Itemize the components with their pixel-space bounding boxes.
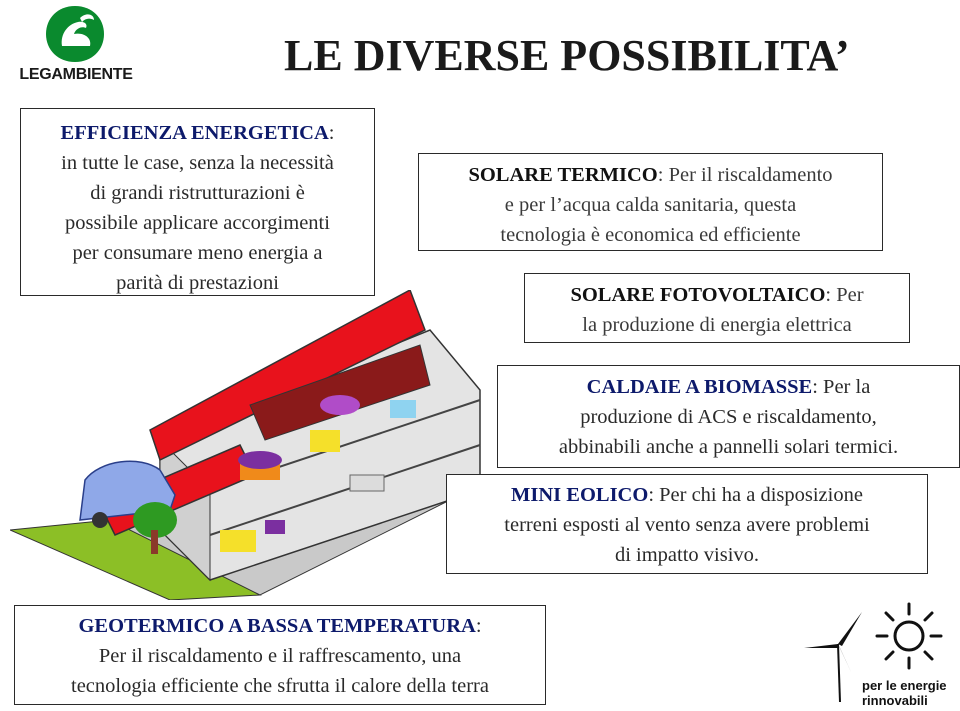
efficienza-line: in tutte le case, senza la necessità — [61, 152, 334, 174]
legambiente-logo — [6, 4, 146, 88]
solare-termico-line: e per l’acqua calda sanitaria, questa — [504, 194, 797, 216]
efficienza-line: per consumare meno energia a — [72, 242, 323, 264]
eolico-keyword: MINI EOLICO — [511, 484, 649, 506]
biomasse-line: abbinabili anche a pannelli solari termici. — [558, 436, 899, 458]
legambiente-wordmark: LEGAMBIENTE — [19, 66, 133, 83]
geotermico-line: Per il riscaldamento e il raffrescamento, una — [98, 645, 462, 667]
solare-termico-box — [418, 153, 883, 251]
eolico-line: terreni esposti al vento senza avere problemi — [504, 514, 870, 536]
fotovoltaico-keyword: SOLARE FOTOVOLTAICO — [570, 284, 826, 306]
wind-turbine-icon — [800, 604, 870, 704]
efficienza-line: parità di prestazioni — [116, 272, 279, 294]
eolico-line: di impatto visivo. — [614, 544, 760, 566]
fotovoltaico-box — [524, 273, 910, 343]
biomasse-line: produzione di ACS e riscaldamento, — [580, 406, 877, 428]
efficienza-energetica-box — [20, 108, 375, 296]
efficienza-line: di grandi ristrutturazioni è — [90, 182, 305, 204]
mini-eolico-box — [446, 474, 928, 574]
efficienza-heading: EFFICIENZA ENERGETICA: — [60, 122, 335, 144]
fotovoltaico-heading: SOLARE FOTOVOLTAICO: Per — [570, 284, 864, 306]
fotovoltaico-line: la produzione di energia elettrica — [582, 314, 852, 336]
geotermico-line: tecnologia efficiente che sfrutta il calore della terra — [71, 675, 489, 697]
eolico-heading: MINI EOLICO: Per chi ha a disposizione — [511, 484, 863, 506]
renewables-logo — [800, 600, 960, 710]
biomasse-heading: CALDAIE A BIOMASSE: Per la — [586, 376, 871, 398]
efficienza-line: possibile applicare accorgimenti — [65, 212, 330, 234]
efficienza-keyword: EFFICIENZA ENERGETICA — [60, 122, 329, 144]
sun-icon — [864, 600, 954, 680]
page-title: LE DIVERSE POSSIBILITA’ — [284, 31, 850, 80]
solare-termico-keyword: SOLARE TERMICO — [468, 164, 658, 186]
geotermico-box — [14, 605, 546, 705]
swan-icon — [40, 4, 110, 66]
geotermico-heading: GEOTERMICO A BASSA TEMPERATURA: — [78, 615, 482, 637]
biomasse-keyword: CALDAIE A BIOMASSE — [586, 376, 813, 398]
renewables-text: per le energie rinnovabili — [862, 678, 947, 708]
biomasse-box — [497, 365, 960, 468]
geotermico-keyword: GEOTERMICO A BASSA TEMPERATURA — [78, 615, 476, 637]
solare-termico-heading: SOLARE TERMICO: Per il riscaldamento — [468, 164, 833, 186]
solare-termico-line: tecnologia è economica ed efficiente — [500, 224, 801, 246]
